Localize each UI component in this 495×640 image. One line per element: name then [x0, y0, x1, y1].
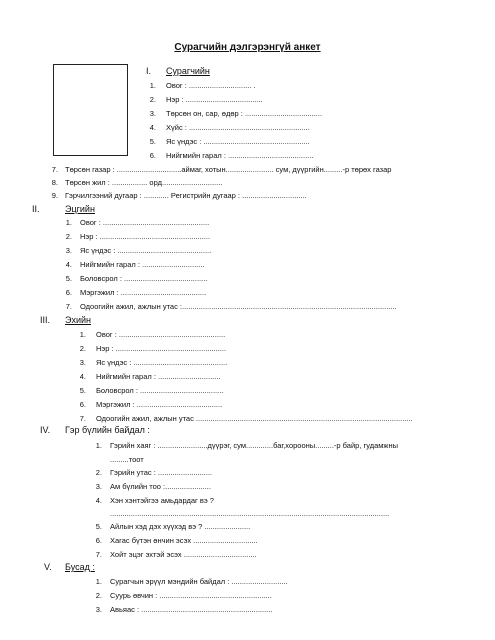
field-student-birth-year[interactable]: Төрсөн жил : ................. орд.............................	[65, 178, 223, 187]
item-number: 4.	[149, 123, 156, 132]
field-lives-with[interactable]: Хэн хэнтэйгээ амьдардаг вэ ?	[110, 496, 214, 505]
item-number: 4.	[79, 372, 86, 381]
field-student-birthdate[interactable]: Төрсөн он, сар, өдөр : .....................................	[166, 109, 323, 118]
section-heading-family: Гэр бүлийн байдал :	[65, 425, 150, 435]
item-number: 2.	[95, 591, 102, 600]
section-number: IV.	[40, 425, 51, 435]
item-number: 1.	[95, 577, 102, 586]
item-number: 6.	[65, 288, 72, 297]
field-father-name[interactable]: Нэр : .....................................................	[80, 232, 211, 241]
item-number: 2.	[65, 232, 72, 241]
item-number: 3.	[95, 605, 102, 614]
field-chronic-illness[interactable]: Суурь өвчин : ......................................................	[110, 591, 272, 600]
item-number: 1.	[149, 81, 156, 90]
page-title: Сурагчийн дэлгэрэнгүй анкет	[174, 42, 321, 53]
section-number: III.	[40, 315, 51, 325]
field-mother-job-phone[interactable]: Одоогийн ажил, ажлын утас ........................................................................................................	[96, 414, 413, 423]
item-number: 7.	[51, 165, 58, 174]
field-student-gender[interactable]: Хүйс : ..........................................................	[166, 123, 310, 132]
item-number: 1.	[79, 330, 86, 339]
photo-box[interactable]	[53, 64, 128, 156]
item-number: 6.	[79, 400, 86, 409]
field-mother-surname[interactable]: Овог : ...................................................	[96, 330, 226, 339]
field-student-certificate[interactable]: Гэрчилгээний дугаар : ............ Регистрийн дугаар : ...............................	[65, 191, 307, 200]
field-mother-education[interactable]: Боловсрол : ........................................	[96, 386, 224, 395]
field-home-phone[interactable]: Гэрийн утас : ..........................	[110, 468, 213, 477]
field-health-status[interactable]: Сурагчын эрүүл мэндийн байдал : ...........................	[110, 577, 288, 586]
item-number: 2.	[79, 344, 86, 353]
item-number: 1.	[95, 441, 102, 450]
section-heading-student: Сурагчийн	[166, 66, 210, 76]
field-father-social-origin[interactable]: Нийгмийн гарал : ..............................	[80, 260, 205, 269]
item-number: 4.	[95, 496, 102, 505]
item-number: 3.	[79, 358, 86, 367]
field-home-address[interactable]: Гэрийн хаяг : ........................дүүрэг, сум.............баг,хорооны.........-р байр, гудамжны	[110, 441, 398, 450]
item-number: 7.	[79, 414, 86, 423]
field-mother-ethnicity[interactable]: Яс үндэс : .............................................	[96, 358, 228, 367]
item-number: 1.	[65, 218, 72, 227]
item-number: 3.	[149, 109, 156, 118]
field-home-address-cont[interactable]: .........тоот	[110, 455, 144, 464]
field-mother-social-origin[interactable]: Нийгмийн гарал : ..............................	[96, 372, 221, 381]
section-heading-mother: Эхийн	[65, 315, 91, 325]
section-heading-father: Эцгийн	[65, 204, 95, 214]
item-number: 7.	[95, 550, 102, 559]
section-heading-other: Бусад :	[65, 562, 95, 572]
field-talent[interactable]: Авьяас : ...............................................................	[110, 605, 273, 614]
field-father-profession[interactable]: Мэргэжил : .........................................	[80, 288, 207, 297]
field-student-ethnicity[interactable]: Яс үндэс : ...................................................	[166, 137, 310, 146]
field-mother-profession[interactable]: Мэргэжил : .........................................	[96, 400, 223, 409]
item-number: 4.	[65, 260, 72, 269]
field-orphan-status[interactable]: Хагас бүтэн өнчин эсэх ...............................	[110, 536, 258, 545]
field-student-surname[interactable]: Овог : .............................. .	[166, 81, 256, 90]
field-father-ethnicity[interactable]: Яс үндэс : .............................................	[80, 246, 212, 255]
item-number: 2.	[149, 95, 156, 104]
field-student-birthplace[interactable]: Төрсөн газар : ...............................аймаг, хотын....................... сум, дүүргийн.........-р төрөх газар	[65, 165, 392, 174]
item-number: 3.	[65, 246, 72, 255]
field-father-job-phone[interactable]: Одоогийн ажил, ажлын утас :.......................................................................................................	[80, 302, 397, 311]
section-number: II.	[32, 204, 40, 214]
field-father-surname[interactable]: Овог : ...................................................	[80, 218, 210, 227]
section-number: V.	[44, 562, 52, 572]
item-number: 9.	[51, 191, 58, 200]
field-birth-order[interactable]: Айлын хэд дэх хүүхэд вэ ? ......................	[110, 522, 251, 531]
field-student-social-origin[interactable]: Нийгмийн гарал : .........................................	[166, 151, 314, 160]
section-number: I.	[146, 66, 152, 76]
item-number: 3.	[95, 482, 102, 491]
item-number: 7.	[65, 302, 72, 311]
item-number: 8.	[51, 178, 58, 187]
field-father-education[interactable]: Боловсрол : ........................................	[80, 274, 208, 283]
field-student-name[interactable]: Нэр : .....................................	[166, 95, 263, 104]
field-household-size[interactable]: Ам бүлийн тоо :......................	[110, 482, 211, 491]
field-mother-name[interactable]: Нэр : .....................................................	[96, 344, 227, 353]
item-number: 6.	[95, 536, 102, 545]
item-number: 5.	[79, 386, 86, 395]
item-number: 6.	[149, 151, 156, 160]
item-number: 5.	[149, 137, 156, 146]
field-step-parent[interactable]: Хойт эцэг эхтэй эсэх ...................................	[110, 550, 257, 559]
item-number: 5.	[95, 522, 102, 531]
item-number: 5.	[65, 274, 72, 283]
item-number: 2.	[95, 468, 102, 477]
field-lives-with-line[interactable]: ......................................................................................................................................	[110, 509, 390, 518]
